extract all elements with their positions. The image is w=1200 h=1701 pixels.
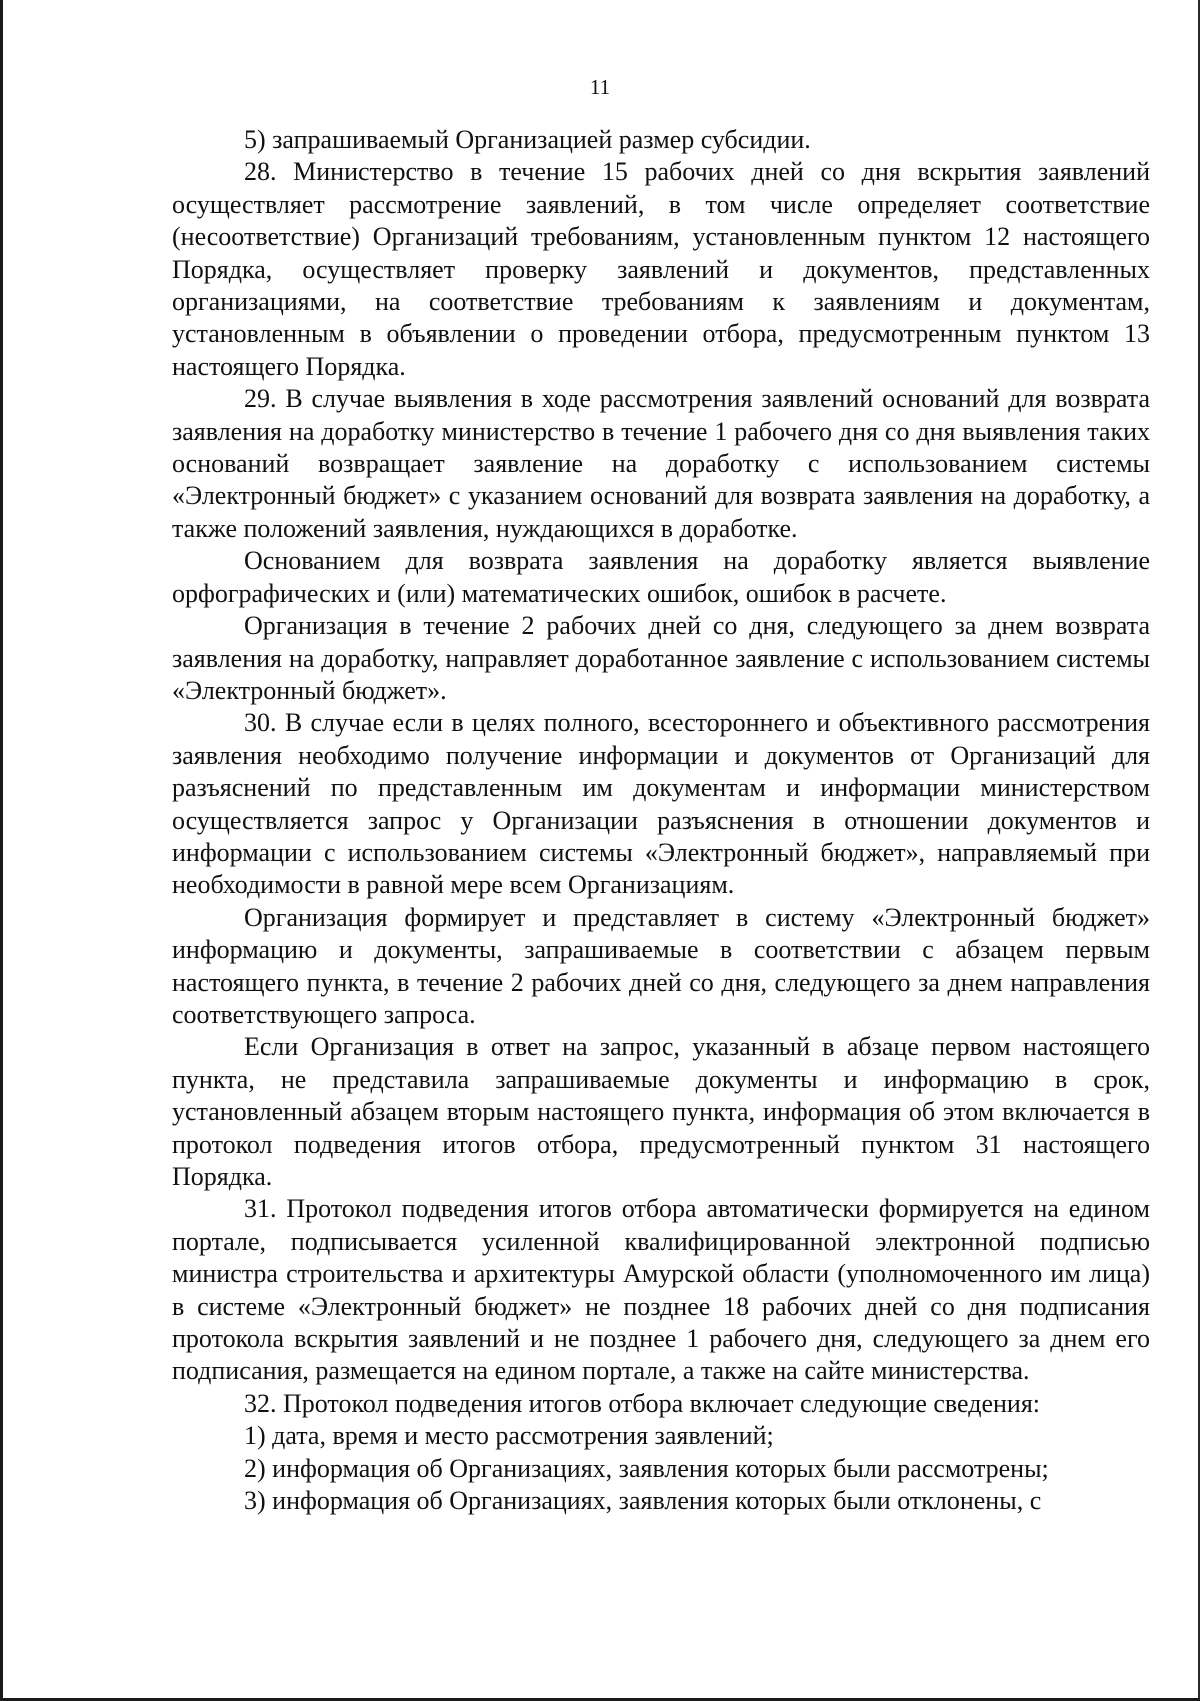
- paragraph-clause-30-missing: Если Организация в ответ на запрос, указанный в абзаце первом настоящего пункта, не представила запрашиваемые документы и информацию в срок, установленный абзацем вторым настоящего пункта, информация об этом включается в протокол подведения итогов отбора, предусмотренный пунктом 31 настоящего Порядка.: [172, 1032, 1150, 1191]
- document-body: [172, 124, 1150, 1517]
- paragraph-clause-32-item-2: 2) информация об Организациях, заявления которых были рассмотрены;: [244, 1453, 1049, 1483]
- paragraph-clause-32: 32. Протокол подведения итогов отбора включает следующие сведения:: [244, 1388, 1040, 1418]
- scan-left-border: [0, 0, 3, 1701]
- paragraph-clause-30-response: Организация формирует и представляет в систему «Электронный бюджет» информацию и документы, запрашиваемые в соответствии с абзацем первым настоящего пункта, в течение 2 рабочих дней со дня, следующего за днем направления соответствующего запроса.: [172, 902, 1150, 1029]
- paragraph-clause-29-resubmission: Организация в течение 2 рабочих дней со дня, следующего за днем возврата заявления на доработку, направляет доработанное заявление с использованием системы «Электронный бюджет».: [172, 611, 1150, 705]
- page-number: 11: [589, 75, 611, 99]
- paragraph-clause-30: 30. В случае если в целях полного, всестороннего и объективного рассмотрения заявления необходимо получение информации и документов от Организаций для разъяснений по представленным им документам и информации министерством осуществляется запрос у Организации разъяснения в отношении документов и информации с использованием системы «Электронный бюджет», направляемый при необходимости в равной мере всем Организациям.: [172, 708, 1150, 900]
- paragraph-clause-32-item-3: 3) информация об Организациях, заявления которых были отклонены, с: [244, 1486, 1042, 1516]
- paragraph-clause-32-item-1: 1) дата, время и место рассмотрения заявлений;: [244, 1421, 774, 1451]
- paragraph-clause-28: 28. Министерство в течение 15 рабочих дней со дня вскрытия заявлений осуществляет рассмотрение заявлений, в том числе определяет соответствие (несоответствие) Организаций требованиям, установленным пунктом 12 настоящего Порядка, осуществляет проверку заявлений и документов, представленных организациями, на соответствие требованиям к заявлениям и документам, установленным в объявлении о проведении отбора, предусмотренным пунктом 13 настоящего Порядка.: [172, 157, 1150, 381]
- paragraph-clause-31: 31. Протокол подведения итогов отбора автоматически формируется на едином портале, подписывается усиленной квалифицированной электронной подписью министра строительства и архитектуры Амурской области (уполномоченного им лица) в системе «Электронный бюджет» не позднее 18 рабочих дней со дня подписания протокола вскрытия заявлений и не позднее 1 рабочего дня, следующего за днем его подписания, размещается на едином портале, а также на сайте министерства.: [172, 1194, 1150, 1386]
- paragraph-clause-29-grounds: Основанием для возврата заявления на доработку является выявление орфографических и (или) математических ошибок, ошибок в расчете.: [172, 546, 1150, 608]
- paragraph-clause-29: 29. В случае выявления в ходе рассмотрения заявлений оснований для возврата заявления на доработку министерство в течение 1 рабочего дня со дня выявления таких оснований возвращает заявление на доработку с использованием системы «Электронный бюджет» с указанием оснований для возврата заявления на доработку, а также положений заявления, нуждающихся в доработке.: [172, 384, 1150, 543]
- paragraph-item-5: 5) запрашиваемый Организацией размер субсидии.: [244, 125, 811, 154]
